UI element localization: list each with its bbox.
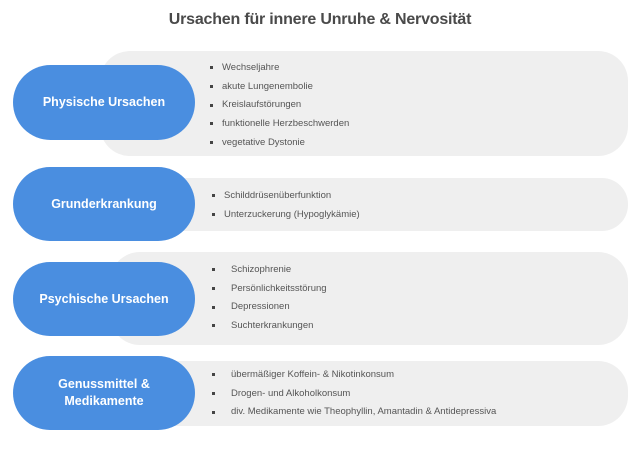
- list-item: vegetative Dystonie: [210, 134, 349, 153]
- list-physische-ursachen: [210, 59, 349, 153]
- list-genussmittel-medikamente: [212, 366, 496, 422]
- list-item: Persönlichkeitsstörung: [212, 280, 327, 299]
- list-item: Kreislaufstörungen: [210, 96, 349, 115]
- category-physische-ursachen: [13, 65, 195, 140]
- list-item: Schizophrenie: [212, 261, 327, 280]
- category-label-line1: Genussmittel &: [58, 377, 150, 391]
- category-label: Grunderkrankung: [51, 196, 157, 211]
- list-item: Drogen- und Alkoholkonsum: [212, 385, 496, 404]
- list-item: Suchterkrankungen: [212, 317, 327, 336]
- list-item: Depressionen: [212, 298, 327, 317]
- list-grunderkrankung: [212, 187, 360, 224]
- category-psychische-ursachen: [13, 262, 195, 336]
- diagram-title: Ursachen für innere Unruhe & Nervosität: [168, 11, 472, 28]
- list-item: Schilddrüsenüberfunktion: [212, 187, 360, 206]
- category-label: Psychische Ursachen: [39, 291, 169, 306]
- list-item: übermäßiger Koffein- & Nikotinkonsum: [212, 366, 496, 385]
- list-item: Unterzuckerung (Hypoglykämie): [212, 206, 360, 225]
- list-item: akute Lungenembolie: [210, 78, 349, 97]
- list-psychische-ursachen: [212, 261, 327, 336]
- list-item: Wechseljahre: [210, 59, 349, 78]
- category-genussmittel-medikamente: [13, 356, 195, 430]
- category-grunderkrankung: [13, 167, 195, 241]
- list-item: div. Medikamente wie Theophyllin, Amantadin & Antidepressiva: [212, 403, 496, 422]
- category-label: Physische Ursachen: [42, 95, 166, 109]
- category-label-line2: Medikamente: [64, 394, 144, 408]
- list-item: funktionelle Herzbeschwerden: [210, 115, 349, 134]
